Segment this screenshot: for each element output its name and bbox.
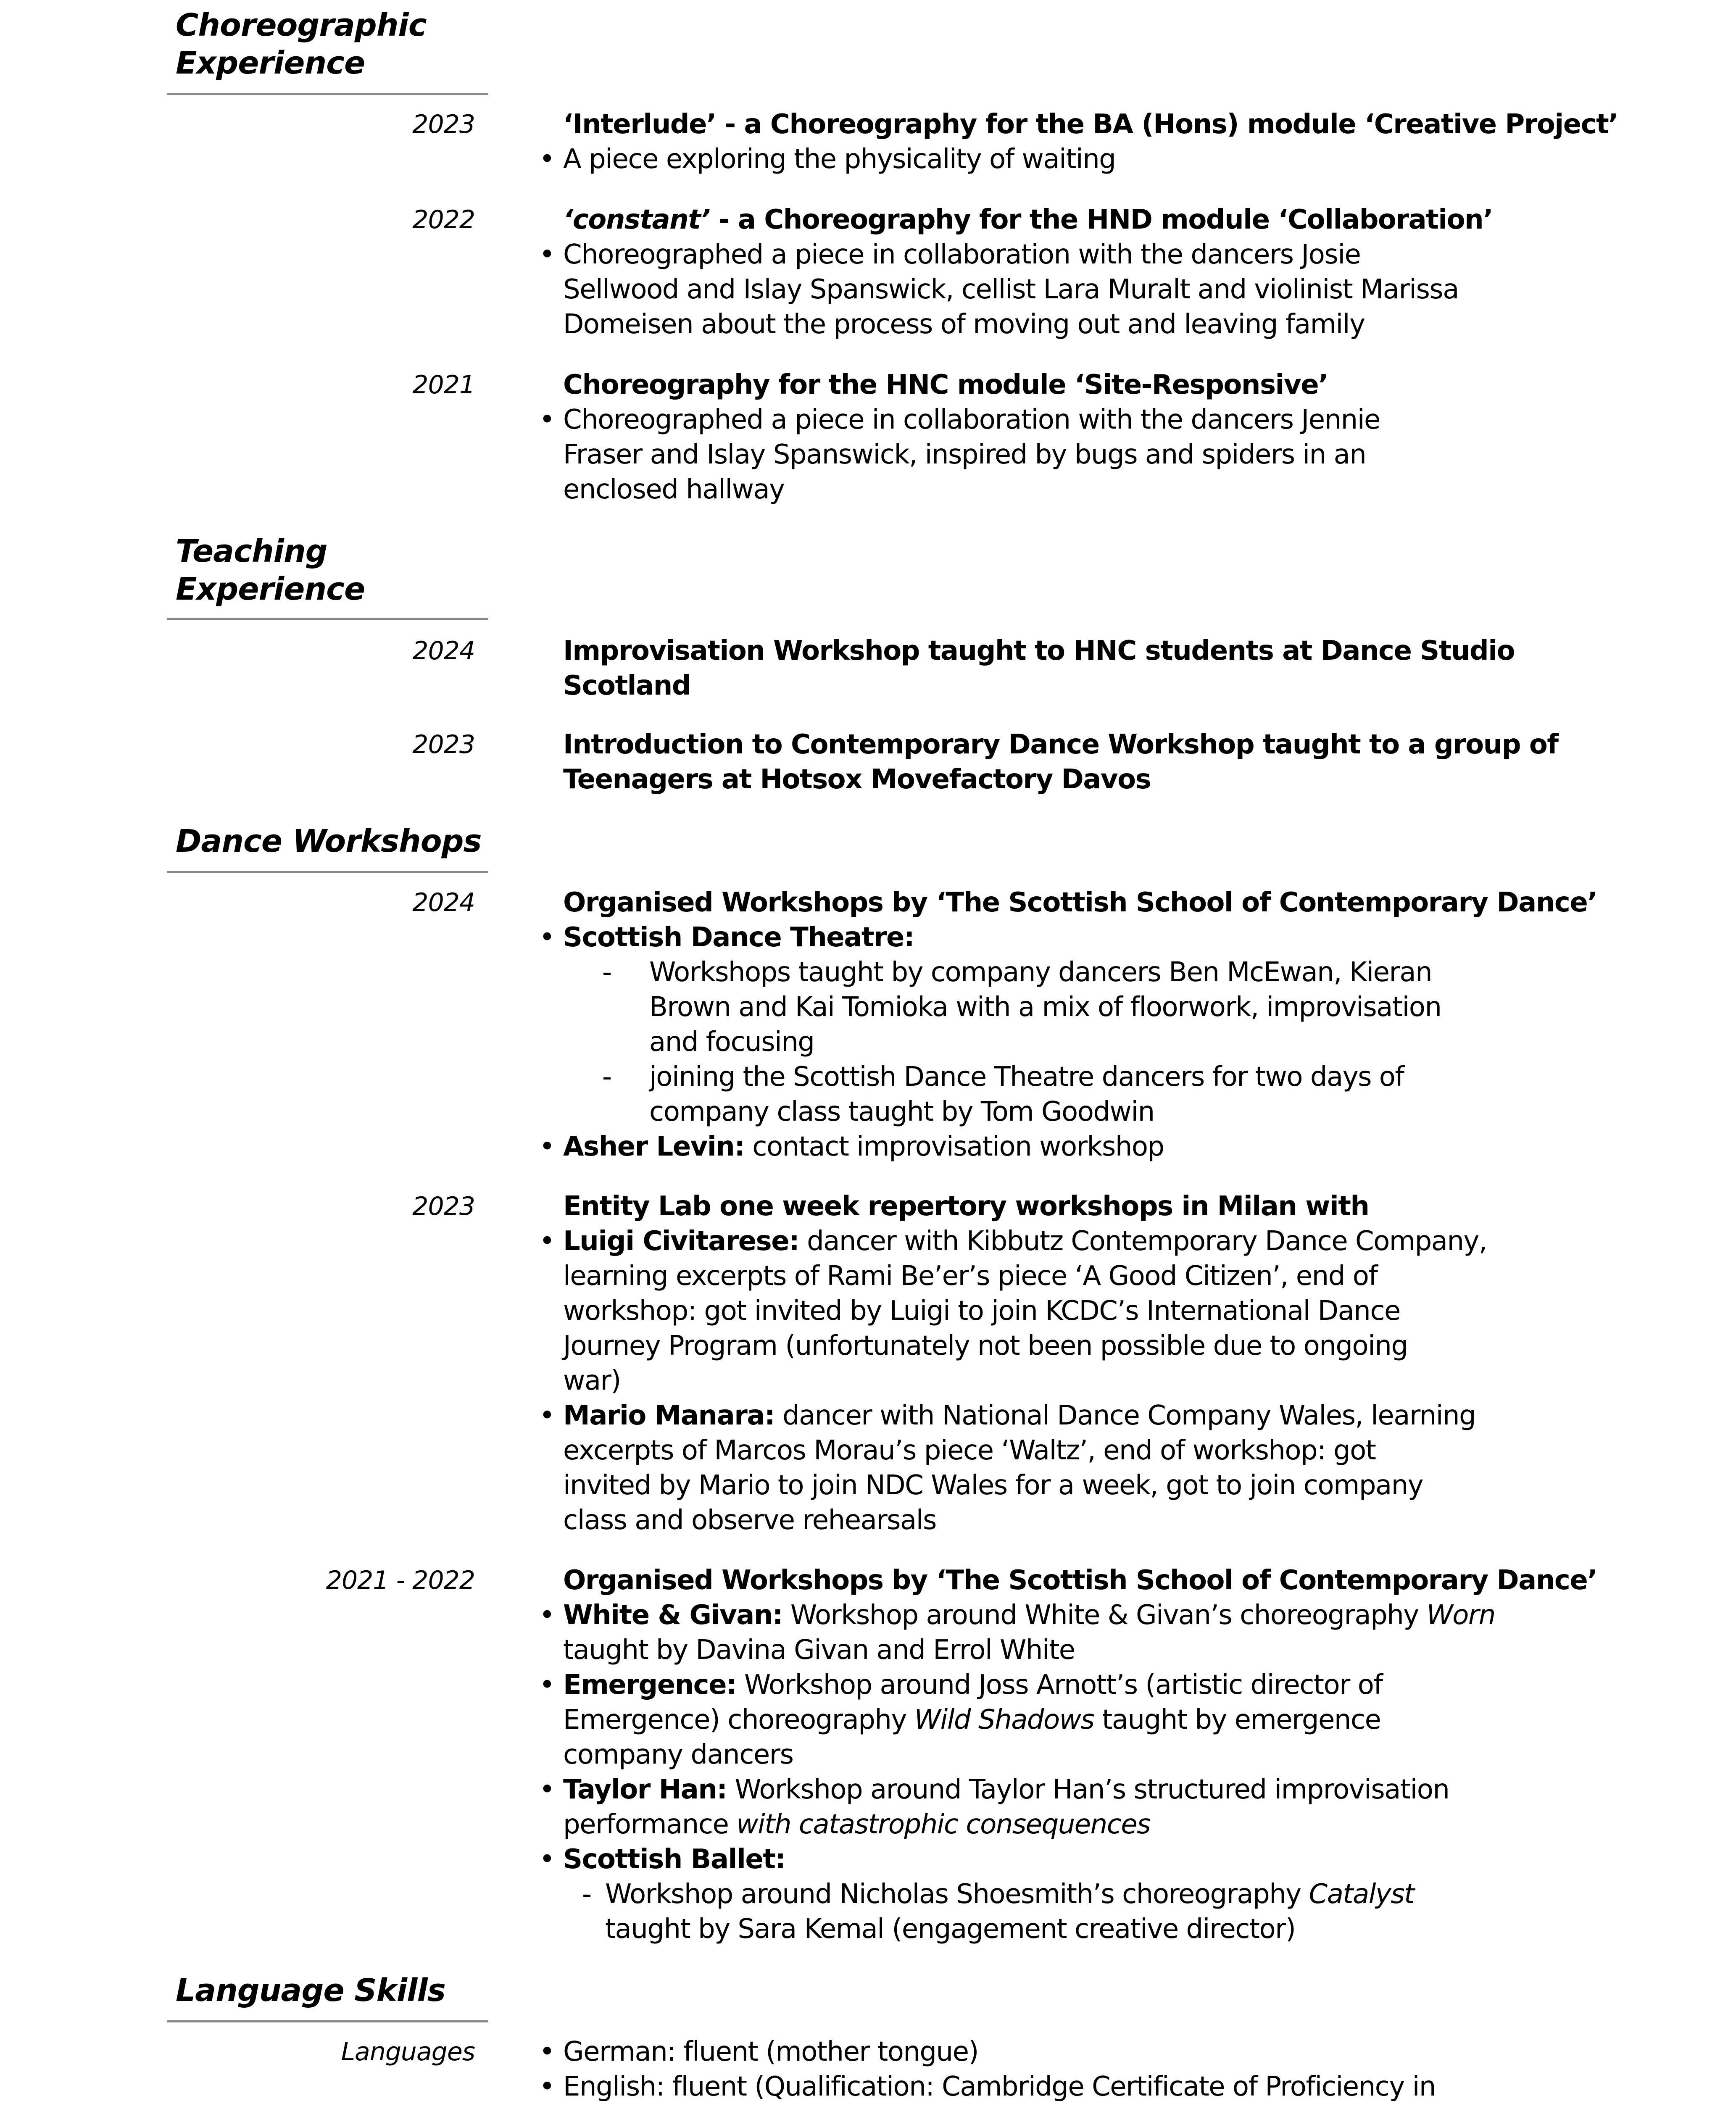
bullet-icon: • — [539, 2036, 555, 2067]
bullet-item — [539, 1224, 1590, 1259]
bullet-text-cont: excerpts of Marcos Morau’s piece ‘Waltz’, end of workshop: got — [563, 1435, 1376, 1466]
bullet-icon: • — [539, 1774, 555, 1805]
bullet-text-cont: war) — [563, 1365, 621, 1396]
text-run: taught by emergence — [1094, 1704, 1381, 1735]
entry-title: Organised Workshops by ‘The Scottish School of Contemporary Dance’ — [563, 887, 1597, 918]
text-run: performance — [563, 1809, 737, 1840]
entry-title-cont: Teenagers at Hotsox Movefactory Davos — [563, 764, 1151, 795]
dash-icon: - — [602, 1061, 611, 1093]
bullet-text: dancer with Kibbutz Contemporary Dance Company, — [799, 1226, 1487, 1257]
bullet-item — [539, 1668, 1590, 1703]
bullet-text-cont: Fraser and Islay Spanswick, inspired by bugs and spiders in an — [563, 439, 1366, 470]
entry-title: Choreography for the HNC module ‘Site-Responsive’ — [563, 369, 1328, 400]
heading-line: Choreographic — [176, 7, 427, 43]
entry-title: Entity Lab one week repertory workshops in Milan with — [563, 1191, 1369, 1222]
section-divider — [167, 871, 488, 873]
sub-item — [539, 1060, 1590, 1095]
heading-line: Language Skills — [176, 1972, 445, 2009]
heading-line: Dance Workshops — [176, 823, 482, 859]
bullet-label: White & Givan: — [563, 1600, 782, 1631]
sub-text-cont: Brown and Kai Tomioka with a mix of floorwork, improvisation — [649, 992, 1441, 1023]
bullet-text: Workshop around Joss Arnott’s (artistic director of — [736, 1669, 1383, 1701]
bullet-text: A piece exploring the physicality of waiting — [563, 144, 1116, 175]
heading-line: Experience — [176, 45, 365, 81]
dash-icon: - — [602, 957, 611, 988]
section-divider — [167, 2020, 488, 2022]
entry-year: 2024 — [412, 888, 475, 917]
sub-text-cont: taught by Sara Kemal (engagement creative director) — [605, 1914, 1296, 1945]
bullet-text-cont: invited by Mario to join NDC Wales for a week, got to join company — [563, 1470, 1423, 1501]
entry-year: 2024 — [412, 636, 475, 666]
heading-line: Experience — [176, 571, 365, 607]
section-heading-language-skills — [176, 1972, 445, 2009]
bullet-text: Choreographed a piece in collaboration with the dancers Jennie — [563, 404, 1380, 435]
sub-item — [539, 955, 1590, 990]
sub-text: Workshop around Nicholas Shoesmith’s choreography — [605, 1879, 1309, 1910]
entry-year: 2023 — [412, 730, 475, 759]
bullet-icon: • — [539, 239, 555, 270]
bullet-label: Luigi Civitarese: — [563, 1226, 799, 1257]
bullet-icon: • — [539, 1400, 555, 1431]
entry-title: ‘Interlude’ - a Choreography for the BA (Hons) module ‘Creative Project’ — [563, 109, 1618, 140]
bullet-icon: • — [539, 1131, 555, 1162]
section-divider — [167, 93, 488, 95]
sub-text: Workshops taught by company dancers Ben McEwan, Kieran — [649, 957, 1432, 988]
work-title: with catastrophic consequences — [736, 1809, 1151, 1840]
bullet-label: Mario Manara: — [563, 1400, 775, 1431]
bullet-label: Scottish Dance Theatre: — [563, 922, 914, 953]
entry-year: 2023 — [412, 110, 475, 139]
entry-year: 2023 — [412, 1192, 475, 1221]
entry-year: 2021 - 2022 — [326, 1566, 475, 1595]
bullet-text-cont: class and observe rehearsals — [563, 1505, 936, 1536]
bullet-icon: • — [539, 922, 555, 953]
title-rest: - a Choreography for the HND module ‘Collaboration’ — [710, 204, 1493, 235]
bullet-label: Emergence: — [563, 1669, 737, 1701]
bullet-text-cont: Domeisen about the process of moving out and leaving family — [563, 309, 1365, 340]
bullet-text: Workshop around Taylor Han’s structured improvisation — [727, 1774, 1449, 1805]
text-run: Emergence) choreography — [563, 1704, 914, 1735]
bullet-icon: • — [539, 144, 555, 175]
bullet-label: Asher Levin: — [563, 1131, 745, 1162]
work-title: Worn — [1426, 1600, 1495, 1631]
work-title: Wild Shadows — [914, 1704, 1094, 1735]
dash-icon: - — [582, 1879, 591, 1910]
sub-text-cont: and focusing — [649, 1027, 814, 1058]
bullet-label: Scottish Ballet: — [563, 1844, 785, 1875]
bullet-item — [539, 920, 1590, 955]
bullet-text-cont — [539, 1703, 1590, 1738]
section-heading-dance-workshops — [176, 822, 482, 860]
bullet-text-cont: workshop: got invited by Luigi to join KCDC’s International Dance — [563, 1295, 1400, 1327]
section-heading-choreographic-experience — [176, 6, 427, 82]
bullet-item — [539, 237, 1590, 272]
bullet-text-cont: Sellwood and Islay Spanswick, cellist Lara Muralt and violinist Marissa — [563, 274, 1459, 305]
bullet-text-cont: Journey Program (unfortunately not been possible due to ongoing — [563, 1330, 1408, 1361]
bullet-icon: • — [539, 404, 555, 435]
entry-title: Organised Workshops by ‘The Scottish School of Contemporary Dance’ — [563, 1565, 1597, 1596]
bullet-label: Taylor Han: — [563, 1774, 727, 1805]
bullet-text-cont: enclosed hallway — [563, 474, 785, 505]
entry-title — [539, 203, 1590, 237]
bullet-text-cont: company dancers — [563, 1739, 793, 1770]
language-text: German: fluent (mother tongue) — [563, 2036, 978, 2067]
language-item — [539, 2069, 1590, 2101]
bullet-item — [539, 1842, 1590, 1877]
heading-line: Teaching — [176, 533, 327, 569]
entry-title: Introduction to Contemporary Dance Workshop taught to a group of — [563, 729, 1558, 760]
language-item — [539, 2035, 1590, 2069]
entry-title: Improvisation Workshop taught to HNC students at Dance Studio — [563, 635, 1515, 666]
bullet-icon: • — [539, 1844, 555, 1875]
bullet-icon: • — [539, 1600, 555, 1631]
bullet-text: contact improvisation workshop — [744, 1131, 1164, 1162]
bullet-item — [539, 1598, 1590, 1633]
bullet-text: dancer with National Dance Company Wales, learning — [774, 1400, 1476, 1431]
entry-year: 2021 — [412, 370, 475, 400]
bullet-icon: • — [539, 1226, 555, 1257]
bullet-text: Workshop around White & Givan’s choreography — [782, 1600, 1427, 1631]
entry-title-cont: Scotland — [563, 670, 691, 701]
entry-year: 2022 — [412, 205, 475, 234]
bullet-icon: • — [539, 1669, 555, 1701]
sub-item — [539, 1877, 1590, 1912]
bullet-text: Choreographed a piece in collaboration with the dancers Josie — [563, 239, 1361, 270]
language-text: English: fluent (Qualification: Cambridge Certificate of Proficiency in — [563, 2071, 1436, 2101]
bullet-item — [539, 1398, 1590, 1433]
sub-text: joining the Scottish Dance Theatre dancers for two days of — [649, 1061, 1404, 1093]
entry-label: Languages — [341, 2037, 475, 2067]
bullet-text-cont: taught by Davina Givan and Errol White — [563, 1635, 1075, 1666]
section-heading-teaching-experience — [176, 532, 365, 608]
bullet-item — [539, 142, 1590, 177]
bullet-text-cont — [539, 1807, 1590, 1842]
title-italic: ‘constant’ — [563, 204, 710, 235]
bullet-item — [539, 403, 1590, 437]
sub-text-cont: company class taught by Tom Goodwin — [649, 1096, 1154, 1127]
bullet-item — [539, 1129, 1590, 1164]
work-title: Catalyst — [1309, 1879, 1414, 1910]
bullet-item — [539, 1772, 1590, 1807]
bullet-text-cont: learning excerpts of Rami Be’er’s piece ‘A Good Citizen’, end of — [563, 1261, 1378, 1292]
section-divider — [167, 618, 488, 620]
bullet-icon: • — [539, 2071, 555, 2101]
